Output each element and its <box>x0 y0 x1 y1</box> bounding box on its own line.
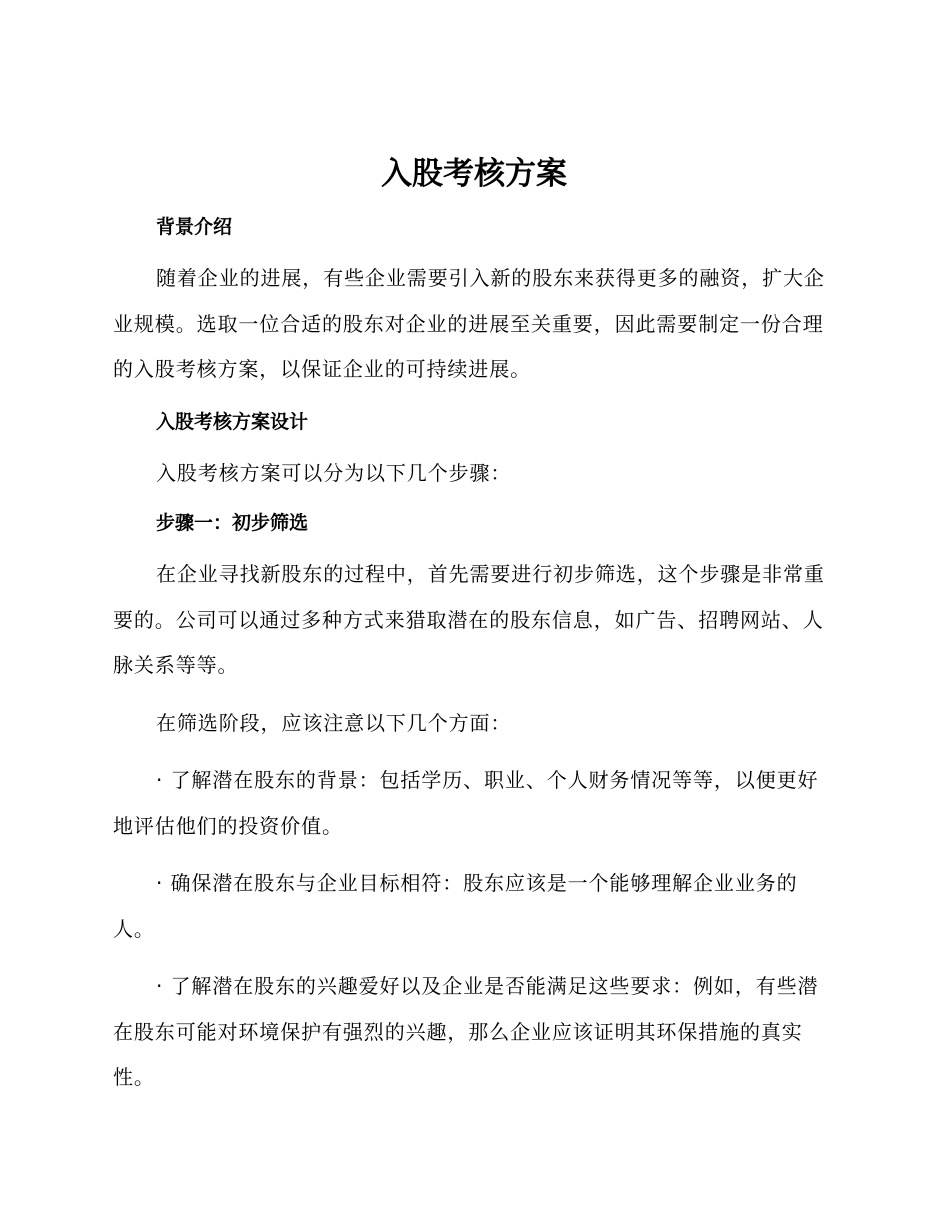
background-paragraph: 随着企业的进展，有些企业需要引入新的股东来获得更多的融资，扩大企业规模。选取一位合适的股东对企业的进展至关重要，因此需要制定一份合理的入股考核方案，以保证企业的可持续进展。 <box>113 266 825 381</box>
step1-heading: 步骤一：初步筛选 <box>156 512 309 534</box>
spacer <box>113 242 835 256</box>
bullet-item: · 了解潜在股东的兴趣爱好以及企业是否能满足这些要求：例如，有些潜在股东可能对环境保护有强烈的兴趣，那么企业应该证明其环保措施的真实性。 <box>113 974 819 1089</box>
spacer <box>113 496 835 508</box>
spacer <box>113 393 835 407</box>
bullet-item: · 了解潜在股东的背景：包括学历、职业、个人财务情况等等，以便更好地评估他们的投资价值。 <box>113 768 819 838</box>
document-title: 入股考核方案 <box>381 156 567 192</box>
document-page <box>113 148 835 1101</box>
spacer <box>113 952 835 964</box>
spacer <box>113 538 835 552</box>
bullet-item: · 确保潜在股东与企业目标相符：股东应该是一个能够理解企业业务的人。 <box>113 871 798 941</box>
background-heading: 背景介绍 <box>156 216 233 238</box>
design-intro-paragraph: 入股考核方案可以分为以下几个步骤： <box>156 460 512 485</box>
spacer <box>113 200 835 212</box>
spacer <box>113 746 835 758</box>
step1-paragraph: 在企业寻找新股东的过程中，首先需要进行初步筛选，这个步骤是非常重要的。公司可以通过多种方式来猎取潜在的股东信息，如广告、招聘网站、人脉关系等等。 <box>113 562 825 677</box>
spacer <box>113 437 835 451</box>
spacer <box>113 849 835 861</box>
design-heading: 入股考核方案设计 <box>156 410 309 433</box>
step1-notes-intro: 在筛选阶段，应该注意以下几个方面： <box>156 710 512 735</box>
spacer <box>113 689 835 701</box>
